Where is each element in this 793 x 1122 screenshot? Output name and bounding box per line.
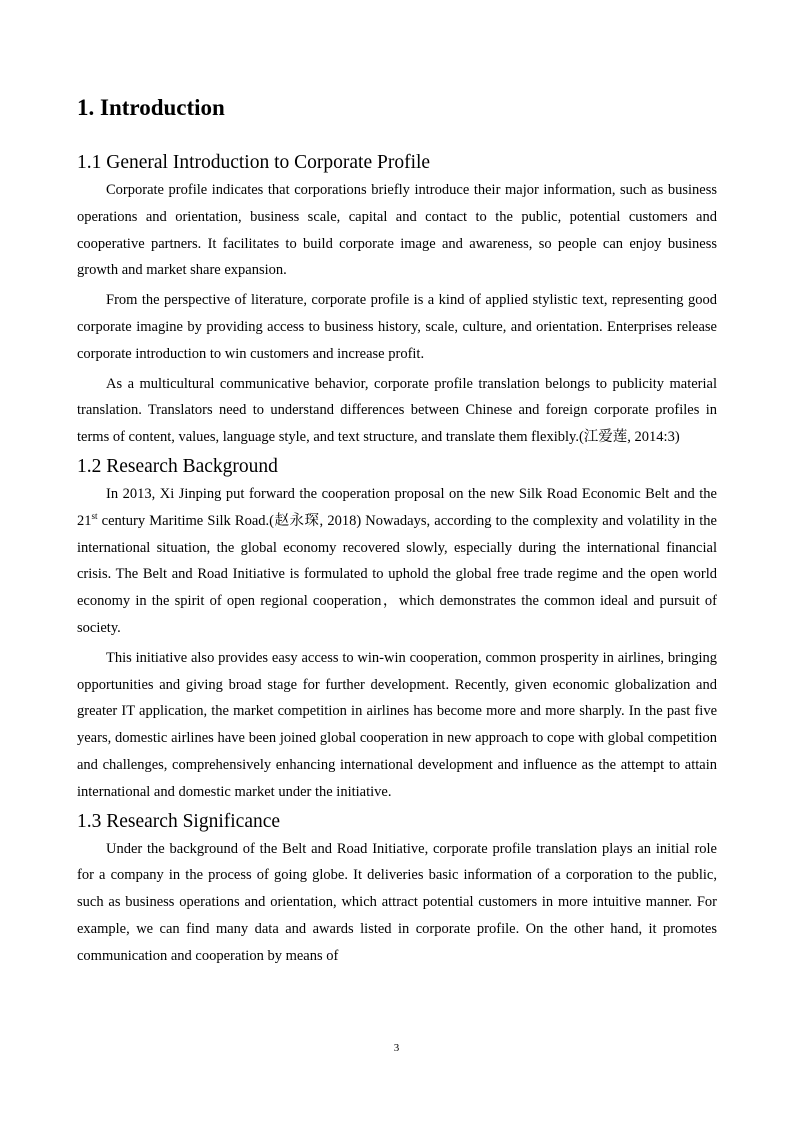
section-1-1 [77, 150, 717, 451]
section-heading: 1.1 General Introduction to Corporate Profile [77, 152, 431, 173]
section-heading: 1.3 Research Significance [77, 810, 281, 832]
section-1-3 [77, 809, 717, 970]
chapter-title: 1. Introduction [77, 95, 225, 120]
paragraph: From the perspective of literature, corporate profile is a kind of applied stylistic text, representing good corporate imagine by providing access to business history, scale, culture, and orientation. Enterprises release corporate introduction to win customers and increase profit. [77, 292, 717, 362]
section-1-2 [77, 454, 717, 806]
paragraph: As a multicultural communicative behavior, corporate profile translation belongs to publicity material translation. Translators need to understand differences between Chinese and foreign corporate profiles in terms of content, values, language style, and text structure, and translate them flexibly.(江爱莲, 2014:3) [77, 375, 717, 446]
page-number: 3 [393, 1042, 400, 1054]
paragraph: Corporate profile indicates that corporations briefly introduce their major information, such as business operations and orientation, business scale, capital and contact to the public, potential customers and cooperative partners. It facilitates to build corporate image and awareness, so people can enjoy business growth and market share expansion. [77, 182, 717, 279]
paragraph-text: century Maritime Silk Road.(赵永琛, 2018) Nowadays, according to the complexity and volatility in the international situation, the global economy recovered slowly, especially during the international financial crisis. The Belt and Road Initiative is formulated to uphold the global free trade regime and the open world economy in the spirit of open regional cooperation，which demonstrates the common ideal and pursuit of society. [77, 512, 717, 636]
paragraph [77, 481, 717, 642]
paragraph: This initiative also provides easy access to win-win cooperation, common prosperity in airlines, bringing opportunities and giving broad stage for further development. Recently, given economic globalization and greater IT application, the market competition in airlines has become more and more sharply. In the past five years, domestic airlines have been joined global cooperation in new approach to cope with global competition and challenges, comprehensively enhancing international development and influence as the attempt to attain international and domestic market under the initiative. [77, 649, 717, 800]
section-heading: 1.2 Research Background [77, 455, 278, 477]
paragraph: Under the background of the Belt and Road Initiative, corporate profile translation plays an initial role for a company in the process of going globe. It deliveries basic information of a corporation to the public, such as business operations and orientation, which attract potential customers in more intuitive manner. For example, we can find many data and awards listed in corporate profile. On the other hand, it promotes communication and cooperation by means of [77, 840, 717, 964]
page-content [77, 93, 717, 973]
paragraph-text: In 2013, Xi Jinping put forward the cooperation proposal on the new Silk Road Economic Belt and the 21 [77, 485, 717, 529]
superscript: st [91, 510, 98, 521]
